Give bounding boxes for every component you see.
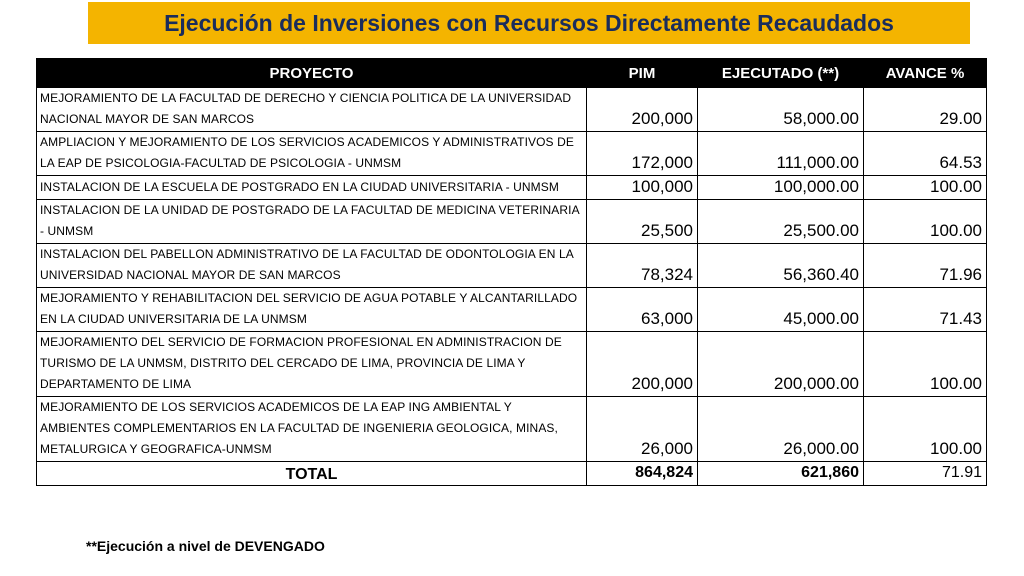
avance-value: 100.00 [864, 332, 987, 397]
table-row [37, 88, 987, 132]
page-title: Ejecución de Inversiones con Recursos Directamente Recaudados [164, 9, 894, 36]
investment-table [36, 58, 987, 486]
project-name: INSTALACION DEL PABELLON ADMINISTRATIVO DE LA FACULTAD DE ODONTOLOGIA EN LA UNIVERSIDAD NACIONAL MAYOR DE SAN MARCOS [37, 244, 587, 288]
table-row [37, 332, 987, 397]
total-pim: 864,824 [587, 462, 698, 486]
project-name: INSTALACION DE LA UNIDAD DE POSTGRADO DE LA FACULTAD DE MEDICINA VETERINARIA - UNMSM [37, 200, 587, 244]
ejecutado-value: 111,000.00 [698, 132, 864, 176]
total-label: TOTAL [37, 462, 587, 486]
avance-value: 100.00 [864, 200, 987, 244]
pim-value: 25,500 [587, 200, 698, 244]
pim-value: 63,000 [587, 288, 698, 332]
table-row [37, 244, 987, 288]
ejecutado-value: 26,000.00 [698, 397, 864, 462]
project-name: MEJORAMIENTO DE LA FACULTAD DE DERECHO Y CIENCIA POLITICA DE LA UNIVERSIDAD NACIONAL MAYOR DE SAN MARCOS [37, 88, 587, 132]
ejecutado-value: 200,000.00 [698, 332, 864, 397]
ejecutado-value: 56,360.40 [698, 244, 864, 288]
pim-value: 200,000 [587, 88, 698, 132]
project-name: MEJORAMIENTO Y REHABILITACION DEL SERVICIO DE AGUA POTABLE Y ALCANTARILLADO EN LA CIUDAD UNIVERSITARIA DE LA UNMSM [37, 288, 587, 332]
pim-value: 172,000 [587, 132, 698, 176]
project-name: INSTALACION DE LA ESCUELA DE POSTGRADO EN LA CIUDAD UNIVERSITARIA - UNMSM [37, 176, 587, 200]
avance-value: 64.53 [864, 132, 987, 176]
table-row [37, 132, 987, 176]
ejecutado-value: 25,500.00 [698, 200, 864, 244]
ejecutado-value: 58,000.00 [698, 88, 864, 132]
ejecutado-value: 100,000.00 [698, 176, 864, 200]
pim-value: 200,000 [587, 332, 698, 397]
pim-value: 78,324 [587, 244, 698, 288]
table-row [37, 200, 987, 244]
project-name: MEJORAMIENTO DEL SERVICIO DE FORMACION PROFESIONAL EN ADMINISTRACION DE TURISMO DE LA UNMSM, DISTRITO DEL CERCADO DE LIMA, PROVINCIA DE LIMA Y DEPARTAMENTO DE LIMA [37, 332, 587, 397]
header-avance: AVANCE % [864, 59, 987, 88]
header-proyecto: PROYECTO [37, 59, 587, 88]
avance-value: 29.00 [864, 88, 987, 132]
total-row [37, 462, 987, 486]
header-pim: PIM [587, 59, 698, 88]
table-row [37, 176, 987, 200]
avance-value: 71.96 [864, 244, 987, 288]
project-name: AMPLIACION Y MEJORAMIENTO DE LOS SERVICIOS ACADEMICOS Y ADMINISTRATIVOS DE LA EAP DE PSICOLOGIA-FACULTAD DE PSICOLOGIA - UNMSM [37, 132, 587, 176]
avance-value: 100.00 [864, 176, 987, 200]
avance-value: 100.00 [864, 397, 987, 462]
title-banner [88, 2, 970, 44]
header-ejecutado: EJECUTADO (**) [698, 59, 864, 88]
ejecutado-value: 45,000.00 [698, 288, 864, 332]
table-row [37, 288, 987, 332]
footnote: **Ejecución a nivel de DEVENGADO [86, 538, 325, 554]
total-ejecutado: 621,860 [698, 462, 864, 486]
project-name: MEJORAMIENTO DE LOS SERVICIOS ACADEMICOS DE LA EAP ING AMBIENTAL Y AMBIENTES COMPLEMENTARIOS EN LA FACULTAD DE INGENIERIA GEOLOGICA, MINAS, METALURGICA Y GEOGRAFICA-UNMSM [37, 397, 587, 462]
table-row [37, 397, 987, 462]
avance-value: 71.43 [864, 288, 987, 332]
total-avance: 71.91 [864, 462, 987, 486]
pim-value: 26,000 [587, 397, 698, 462]
pim-value: 100,000 [587, 176, 698, 200]
table-header-row [37, 59, 987, 88]
